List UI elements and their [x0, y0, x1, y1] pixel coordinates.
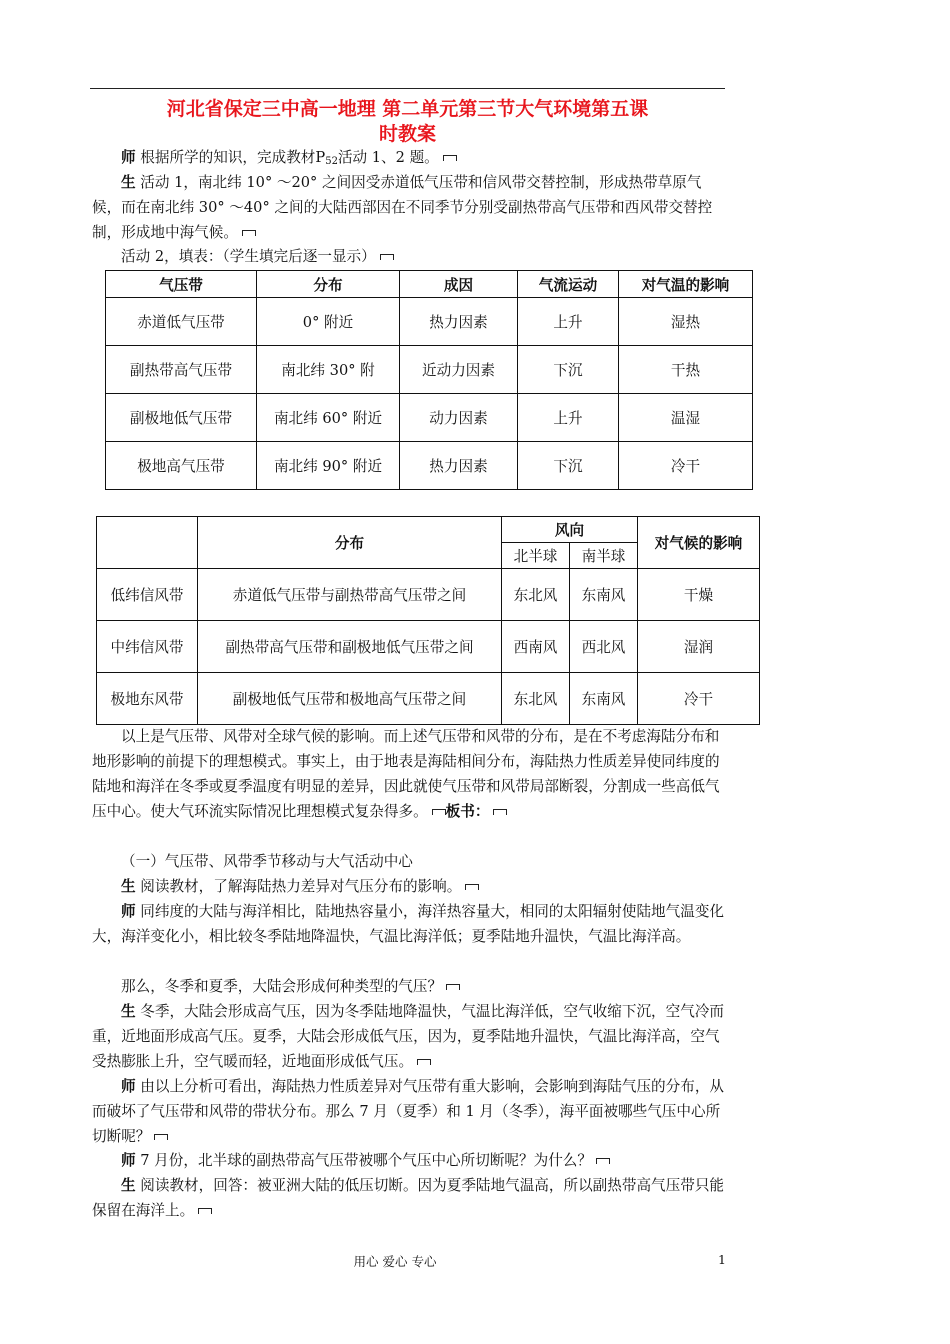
- paragraph-7: 师 同纬度的大陆与海洋相比，陆地热容量小，海洋热容量大，相同的太阳辐射使陆地气温变化大，海洋变化小，相比较冬季陆地降温快，气温比海洋低；夏季陆地升温快，气温比海洋高。: [92, 903, 725, 945]
- edit-mark-icon: [154, 1134, 168, 1140]
- wind-belt-table: [96, 516, 760, 725]
- table-row: 副极地低气压带 南北纬 60° 附近 动力因素 上升 温湿: [106, 394, 753, 442]
- speaker-label: 生: [121, 1177, 136, 1194]
- edit-mark-icon: [446, 984, 460, 990]
- speaker-label: 师: [121, 903, 136, 920]
- edit-mark-icon: [596, 1158, 610, 1164]
- speaker-label: 师: [121, 1078, 136, 1095]
- page-number: 1: [718, 1252, 726, 1267]
- speaker-label: 生: [121, 878, 136, 895]
- table-row: 赤道低气压带 0° 附近 热力因素 上升 湿热: [106, 298, 753, 346]
- edit-mark-icon: [443, 155, 457, 161]
- edit-mark-icon: [380, 254, 394, 260]
- pressure-belt-table: [105, 270, 753, 490]
- paragraph-5: （一）气压带、风带季节移动与大气活动中心: [121, 853, 413, 870]
- table-header-row: 分布 风向 对气候的影响: [97, 517, 760, 543]
- paragraph-11: 师 7 月份，北半球的副热带高气压带被哪个气压中心所切断呢？为什么？: [92, 1148, 727, 1173]
- edit-mark-icon: [465, 884, 479, 890]
- table-row: 副热带高气压带 南北纬 30° 附 近动力因素 下沉 干热: [106, 346, 753, 394]
- paragraph-12: 生 阅读教材，回答：被亚洲大陆的低压切断。因为夏季陆地气温高，所以副热带高气压带只能保留在海洋上。: [92, 1177, 725, 1219]
- edit-mark-icon: [493, 809, 507, 815]
- paragraph-9: 生 冬季，大陆会形成高气压，因为冬季陆地降温快，气温比海洋低，空气收缩下沉，空气冷而重，近地面形成高气压。夏季，大陆会形成低气压，因为，夏季陆地升温快，气温比海洋高，空气受热膨胀上升，空气暖而轻，近地面形成低气压。: [92, 1003, 725, 1070]
- edit-mark-icon: [432, 809, 446, 815]
- table-header-row: 气压带 分布 成因 气流运动 对气温的影响: [106, 271, 753, 298]
- speaker-label: 师: [121, 149, 136, 166]
- edit-mark-icon: [198, 1208, 212, 1214]
- speaker-label: 师: [121, 1152, 136, 1169]
- paragraph-1: 师 根据所学的知识，完成教材$P_{52}$活动 1、2 题。: [92, 145, 727, 174]
- board-label: 板书：: [445, 803, 490, 820]
- speaker-label: 生: [121, 1003, 136, 1020]
- paragraph-4: 以上是气压带、风带对全球气候的影响。而上述气压带和风带的分布，是在不考虑海陆分布和地形影响的前提下的理想模式。事实上，由于地表是海陆相间分布，海陆热力性质差异使同纬度的陆地和海洋在冬季或夏季温度有明显的差异，因此就使气压带和风带局部断裂，分割成一些高低气压中心。使大气环流实际情况比理想模式复杂得多。 板书：: [92, 728, 720, 820]
- table-row: 极地东风带 副极地低气压带和极地高气压带之间 东北风 东南风 冷干: [97, 673, 760, 725]
- edit-mark-icon: [417, 1059, 431, 1065]
- footer-motto: 用心 爱心 专心: [353, 1254, 437, 1269]
- paragraph-8: 那么，冬季和夏季，大陆会形成何种类型的气压？: [92, 974, 727, 999]
- table-row: 中纬信风带 副热带高气压带和副极地低气压带之间 西南风 西北风 湿润: [97, 621, 760, 673]
- table-row: 低纬信风带 赤道低气压带与副热带高气压带之间 东北风 东南风 干燥: [97, 569, 760, 621]
- speaker-label: 生: [121, 174, 136, 191]
- page-title-line1: 河北省保定三中高一地理 第二单元第三节大气环境第五课: [166, 98, 649, 120]
- paragraph-10: 师 由以上分析可看出，海陆热力性质差异对气压带有重大影响，会影响到海陆气压的分布，从而破坏了气压带和风带的带状分布。那么 7 月（夏季）和 1 月（冬季），海平面被哪些气压中心所切断呢？: [92, 1078, 725, 1145]
- page-title-line2: 时教案: [378, 123, 436, 145]
- header-rule: [90, 88, 725, 89]
- table-subheader-row: 北半球 南半球: [97, 543, 760, 569]
- paragraph-2: 生 活动 1，南北纬 10° ～20° 之间因受赤道低气压带和信风带交替控制，形成热带草原气候，而在南北纬 30° ～40° 之间的大陆西部因在不同季节分别受副热带高气压带和西风带交替控制，形成地中海气候。: [92, 174, 713, 241]
- table-row: 极地高气压带 南北纬 90° 附近 热力因素 下沉 冷干: [106, 442, 753, 490]
- edit-mark-icon: [242, 230, 256, 236]
- paragraph-6: 生 阅读教材，了解海陆热力差异对气压分布的影响。: [92, 874, 727, 899]
- paragraph-3: 活动 2，填表：（学生填完后逐一显示）: [92, 244, 727, 269]
